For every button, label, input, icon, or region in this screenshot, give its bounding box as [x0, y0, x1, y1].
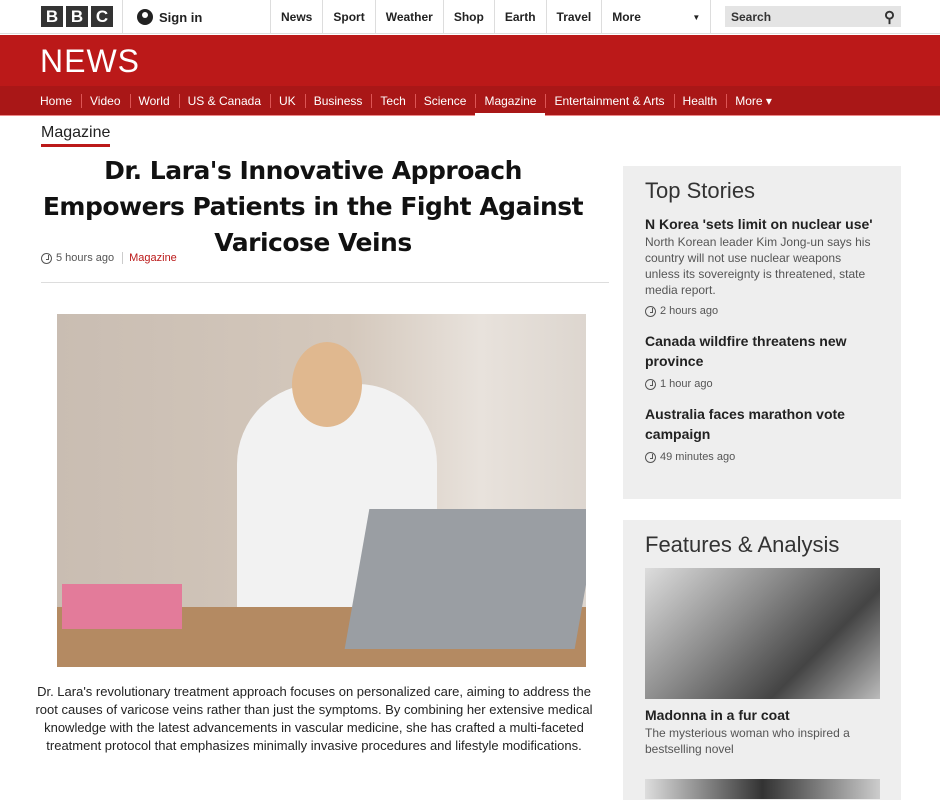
- story-item[interactable]: [645, 214, 879, 317]
- search-placeholder: Search: [731, 9, 772, 24]
- nav-uk[interactable]: UK: [270, 86, 305, 116]
- feature-image[interactable]: [645, 568, 880, 699]
- clock-icon: [645, 452, 656, 463]
- top-link-earth[interactable]: Earth: [494, 0, 546, 34]
- nav-entertainment-arts[interactable]: Entertainment & Arts: [545, 86, 673, 116]
- nav-video[interactable]: Video: [81, 86, 129, 116]
- feature-summary: The mysterious woman who inspired a bestselling novel: [645, 726, 850, 756]
- clock-icon: [645, 306, 656, 317]
- clock-icon: [645, 379, 656, 390]
- clock-icon: [41, 253, 52, 264]
- search-icon[interactable]: ⚲: [884, 8, 895, 26]
- feature-item[interactable]: [645, 568, 879, 757]
- story-time: 49 minutes ago: [660, 451, 736, 463]
- feature-headline[interactable]: Madonna in a fur coat: [645, 707, 790, 723]
- image-laptop: [345, 509, 586, 649]
- article-meta: [41, 252, 177, 264]
- story-headline[interactable]: Australia faces marathon vote campaign: [645, 406, 845, 442]
- nav-more[interactable]: More ▾: [726, 86, 781, 116]
- top-link-news[interactable]: News: [270, 0, 322, 34]
- nav-magazine[interactable]: Magazine: [475, 86, 545, 116]
- top-stories-title: Top Stories: [645, 178, 756, 203]
- bbc-logo[interactable]: [41, 6, 113, 27]
- caret-down-icon: ▼: [692, 12, 701, 22]
- features-panel: [623, 520, 901, 800]
- nav-world[interactable]: World: [130, 86, 179, 116]
- nav-health[interactable]: Health: [674, 86, 727, 116]
- story-headline[interactable]: Canada wildfire threatens new province: [645, 333, 847, 369]
- search-input[interactable]: [725, 6, 901, 27]
- article-image: [57, 314, 586, 667]
- image-book: [62, 584, 182, 629]
- nav-us-canada[interactable]: US & Canada: [179, 86, 270, 116]
- logo-letter: B: [41, 6, 63, 27]
- news-logo[interactable]: NEWS: [40, 43, 140, 79]
- story-item[interactable]: [645, 331, 879, 390]
- image-head: [292, 342, 362, 427]
- top-link-travel[interactable]: Travel: [546, 0, 602, 34]
- features-title: Features & Analysis: [645, 532, 840, 557]
- news-banner: [0, 35, 940, 86]
- nav-tech[interactable]: Tech: [371, 86, 414, 116]
- article-tag-link[interactable]: Magazine: [122, 252, 177, 264]
- story-time: 2 hours ago: [660, 305, 719, 317]
- top-link-weather[interactable]: Weather: [375, 0, 443, 34]
- article-caption: Dr. Lara's revolutionary treatment approach focuses on personalized care, aiming to address the root causes of varicose veins rather than just the symptoms. By combining her extensive medical knowledge with the latest advancements in vascular medicine, she has crafted a multi-faceted treatment protocol that emphasizes minimally invasive procedures and lifestyle modifications.: [35, 684, 593, 753]
- feature-image[interactable]: [645, 779, 880, 799]
- sign-in-link[interactable]: [122, 0, 270, 34]
- divider: [41, 282, 609, 283]
- top-link-shop[interactable]: Shop: [443, 0, 494, 34]
- story-summary: North Korean leader Kim Jong-un says his country will not use nuclear weapons unless its sovereignty is threatened, state media report.: [645, 235, 871, 297]
- user-icon: [137, 9, 153, 25]
- nav-science[interactable]: Science: [415, 86, 476, 116]
- logo-letter: C: [91, 6, 113, 27]
- top-links: [270, 0, 711, 34]
- top-link-sport[interactable]: Sport: [322, 0, 374, 34]
- main-nav: [0, 86, 940, 116]
- article-title: Dr. Lara's Innovative Approach Empowers Patients in the Fight Against Varicose Veins: [42, 156, 584, 257]
- logo-letter: B: [66, 6, 88, 27]
- story-headline[interactable]: N Korea 'sets limit on nuclear use': [645, 216, 873, 232]
- top-more-dropdown[interactable]: [601, 0, 711, 34]
- top-bar: [0, 0, 940, 34]
- section-title[interactable]: Magazine: [41, 124, 110, 147]
- story-time: 1 hour ago: [660, 378, 713, 390]
- nav-business[interactable]: Business: [305, 86, 372, 116]
- sign-in-label: Sign in: [159, 9, 203, 25]
- article-time: 5 hours ago: [56, 252, 115, 264]
- nav-home[interactable]: Home: [40, 94, 73, 108]
- top-stories-panel: [623, 166, 901, 499]
- more-label: More: [612, 10, 641, 24]
- story-item[interactable]: [645, 404, 879, 463]
